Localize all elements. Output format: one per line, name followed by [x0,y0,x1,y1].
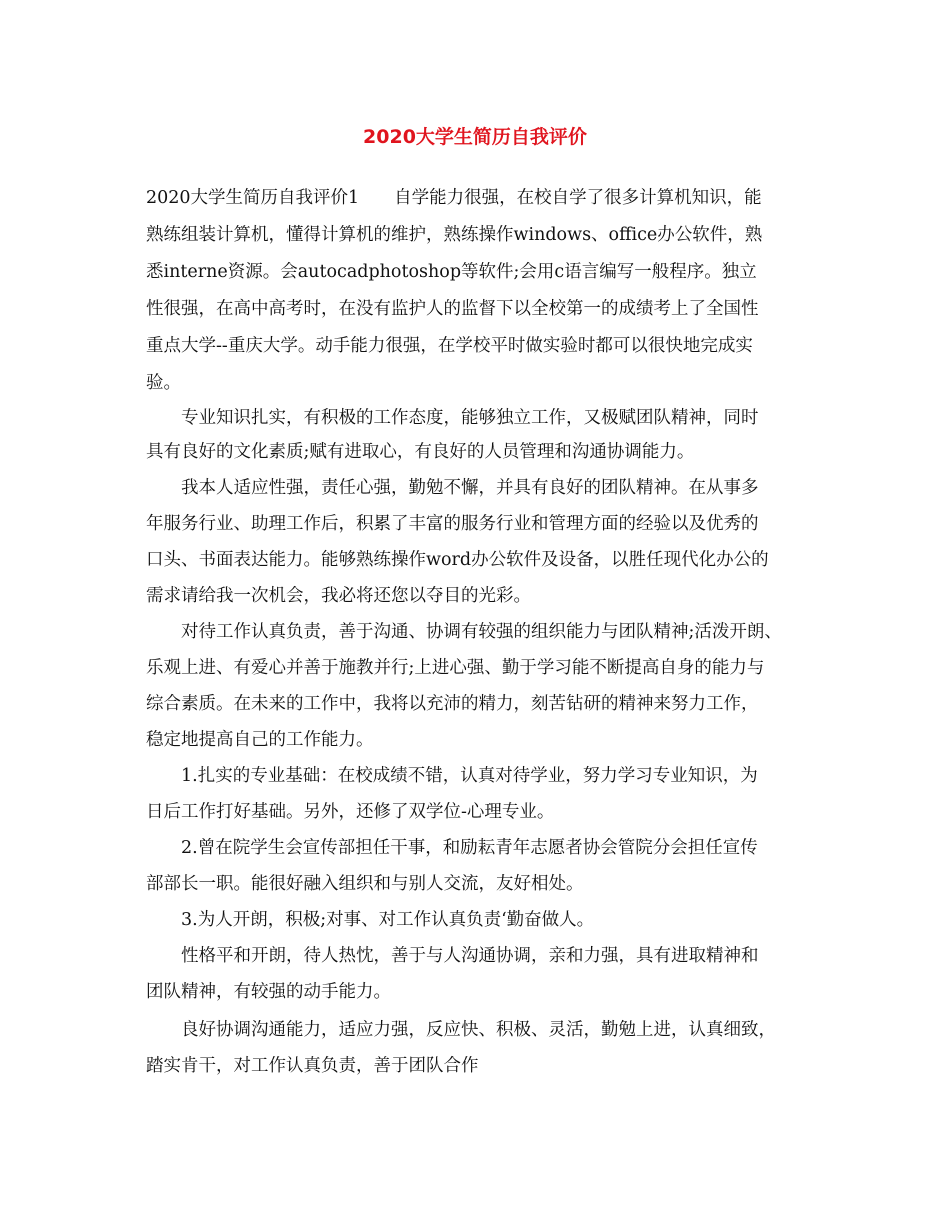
text-line: 具有良好的文化素质;赋有进取心，有良好的人员管理和沟通协调能力。 [146,442,695,462]
text-line: 性很强，在高中高考时，在没有监护人的监督下以全校第一的成绩考上了全国性 [146,299,759,319]
text-line: 悉interne资源。会autocadphotoshop等软件;会用c语言编写一般程序。独立 [146,262,757,282]
text-line: 1.扎实的专业基础：在校成绩不错，认真对待学业，努力学习专业知识，为 [181,766,758,786]
text-line: 踏实肯干，对工作认真负责，善于团队合作 [146,1056,479,1076]
text-line: 日后工作打好基础。另外，还修了双学位-心理专业。 [146,802,555,822]
text-line: 需求请给我一次机会，我必将还您以夺目的光彩。 [146,586,531,606]
text-line: 3.为人开朗，积极;对事、对工作认真负责‘勤奋做人。 [181,910,595,930]
text-line: 2.曾在院学生会宣传部担任干事，和励耘青年志愿者协会管院分会担任宣传 [181,838,758,858]
text-line: 专业知识扎实，有积极的工作态度，能够独立工作，又极赋团队精神，同时 [181,408,759,428]
text-line: 我本人适应性强，责任心强，勤勉不懈，并具有良好的团队精神。在从事多 [181,478,759,498]
text-line: 验。 [146,373,181,393]
text-line: 团队精神，有较强的动手能力。 [146,982,391,1002]
text-line: 口头、书面表达能力。能够熟练操作word办公软件及设备，以胜任现代化办公的 [146,550,769,570]
text-line: 稳定地提高自己的工作能力。 [146,730,374,750]
text-line: 乐观上进、有爱心并善于施教并行;上进心强、勤于学习能不断提高自身的能力与 [146,658,765,678]
text-line: 性格平和开朗，待人热忱，善于与人沟通协调，亲和力强，具有进取精神和 [181,946,759,966]
text-line: 2020大学生简历自我评价1 自学能力很强，在校自学了很多计算机知识，能 [146,188,762,208]
text-line: 综合素质。在未来的工作中，我将以充沛的精力，刻苦钻研的精神来努力工作， [146,694,759,714]
text-line: 年服务行业、助理工作后，积累了丰富的服务行业和管理方面的经验以及优秀的 [146,514,759,534]
text-line: 部部长一职。能很好融入组织和与别人交流，友好相处。 [146,874,584,894]
document-title: 2020大学生简历自我评价 [363,126,587,148]
text-line: 熟练组装计算机，懂得计算机的维护，熟练操作windows、office办公软件，熟 [146,225,763,245]
text-line: 重点大学--重庆大学。动手能力很强，在学校平时做实验时都可以很快地完成实 [146,336,753,356]
text-line: 良好协调沟通能力，适应力强，反应快、积极、灵活，勤勉上进，认真细致， [181,1020,776,1040]
text-line: 对待工作认真负责，善于沟通、协调有较强的组织能力与团队精神;活泼开朗、 [181,622,782,642]
